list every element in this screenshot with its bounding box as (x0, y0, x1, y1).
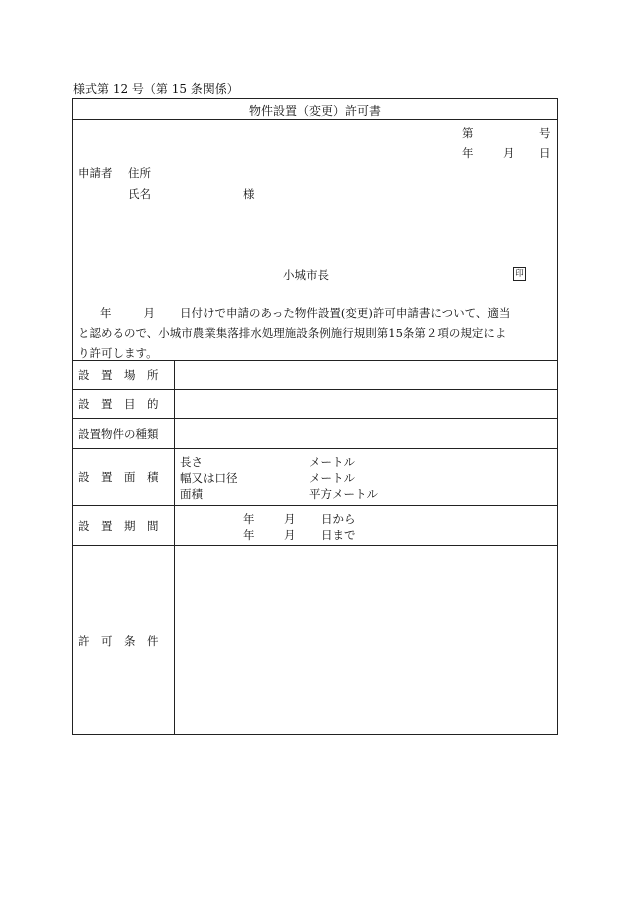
statement-year: 年 (100, 306, 112, 320)
statement-text-1: 日付けで申請のあった物件設置(変更)許可申請書について、適当 (180, 306, 511, 320)
row-divider-purpose (72, 389, 558, 390)
kind-label: 設置物件の種類 (78, 427, 159, 441)
honorific: 様 (243, 187, 255, 201)
date-month: 月 (503, 146, 515, 160)
form-reference: 様式第 12 号（第 15 条関係） (73, 82, 239, 96)
conditions-label: 許 可 条 件 (78, 634, 159, 648)
issuer-title: 小城市長 (283, 268, 329, 282)
area-width-unit: メートル (309, 471, 355, 485)
period-label: 設 置 期 間 (78, 519, 159, 533)
statement-line-2: と認めるので、小城市農業集落排水処理施設条例施行規則第15条第２項の規定によ (78, 326, 507, 340)
address-label: 住所 (128, 166, 151, 180)
column-divider (174, 360, 175, 735)
document-title: 物件設置（変更）許可書 (248, 104, 381, 118)
row-divider-area (72, 448, 558, 449)
purpose-label: 設 置 目 的 (78, 397, 159, 411)
area-width-label: 幅又は口径 (180, 471, 238, 485)
permit-statement (78, 303, 554, 363)
number-prefix: 第 (462, 126, 474, 140)
seal-mark: 印 (513, 267, 526, 281)
area-length-label: 長さ (180, 455, 203, 469)
period-to-month: 月 (284, 528, 296, 542)
area-length-unit: メートル (309, 455, 355, 469)
location-label: 設 置 場 所 (78, 368, 159, 382)
row-divider-kind (72, 418, 558, 419)
area-area-unit: 平方メートル (309, 487, 378, 501)
date-year: 年 (462, 146, 474, 160)
date-day: 日 (539, 146, 551, 160)
statement-line-1 (78, 303, 554, 323)
period-to-day: 日まで (321, 528, 356, 542)
period-from-month: 月 (284, 512, 296, 526)
name-label: 氏名 (128, 187, 151, 201)
period-from-year: 年 (243, 512, 255, 526)
statement-month: 月 (143, 306, 155, 320)
number-suffix: 号 (539, 126, 551, 140)
period-to-year: 年 (243, 528, 255, 542)
row-divider-period (72, 505, 558, 506)
row-divider-conditions (72, 545, 558, 546)
title-divider (72, 119, 558, 120)
period-from-day: 日から (321, 512, 356, 526)
applicant-label: 申請者 (78, 166, 113, 180)
area-area-label: 面積 (180, 487, 203, 501)
statement-line-3: り許可します。 (78, 346, 158, 360)
area-label: 設 置 面 積 (78, 470, 159, 484)
